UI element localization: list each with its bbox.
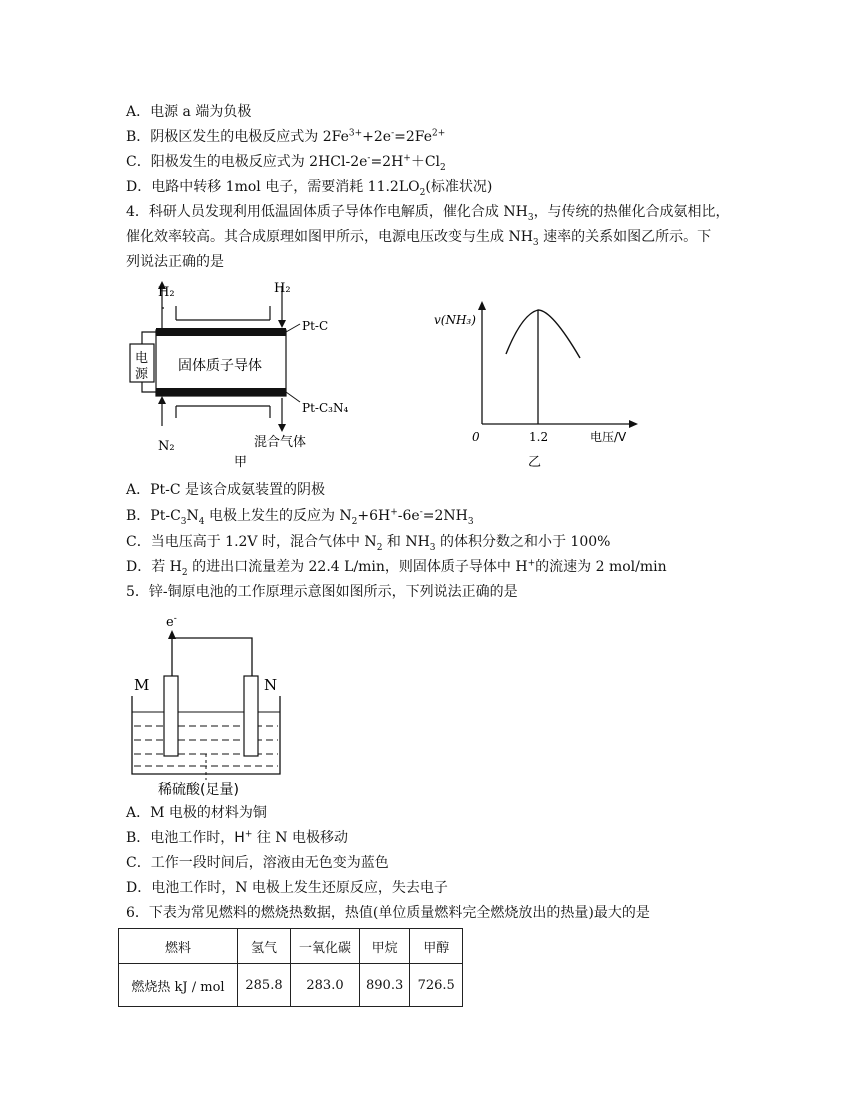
- table-header-cell: 甲醇: [410, 929, 463, 964]
- q5-option-c: C．工作一段时间后，溶液由无色变为蓝色: [126, 855, 389, 871]
- q4-option-a: A．Pt-C 是该合成氨装置的阴极: [126, 482, 326, 498]
- label-mixed-gas: 混合气体: [254, 435, 307, 450]
- figure-yi-graph: [430, 296, 650, 474]
- label-pt-c3n4: Pt-C₃N₄: [302, 401, 349, 415]
- label-source-1: 电: [135, 351, 149, 366]
- table-header-cell: 一氧化碳: [291, 929, 360, 964]
- q5-option-b: B．电池工作时，H+ 往 N 电极移动: [126, 829, 348, 846]
- label-pt-c: Pt-C: [302, 319, 329, 333]
- q4-stem-line3: 列说法正确的是: [126, 254, 224, 270]
- label-electrolyte: 稀硫酸(足量): [158, 782, 239, 798]
- caption-jia: 甲: [234, 455, 248, 470]
- origin-label: 0: [472, 430, 480, 444]
- y-axis-label: v(NH₃): [434, 313, 476, 327]
- electrode-m: [164, 676, 178, 756]
- label-n2: N₂: [158, 439, 175, 454]
- table-cell: 燃烧热 kJ / mol: [119, 964, 238, 1007]
- table-header-cell: 氢气: [238, 929, 291, 964]
- table-cell: 890.3: [360, 964, 410, 1007]
- x-tick-label: 1.2: [529, 430, 549, 444]
- figure-galvanic-cell: [128, 608, 288, 798]
- fuel-table: [118, 928, 463, 1007]
- electrode-n: [244, 676, 258, 756]
- label-h2-left: H₂: [158, 285, 175, 300]
- table-row: [119, 964, 463, 1007]
- label-h2-right: H₂: [274, 281, 291, 296]
- table-header-cell: 燃料: [119, 929, 238, 964]
- q5-option-a: A．M 电极的材料为铜: [126, 805, 267, 821]
- table-cell: 285.8: [238, 964, 291, 1007]
- table-cell: 726.5: [410, 964, 463, 1007]
- rate-curve: [506, 310, 580, 358]
- table-header-row: [119, 929, 463, 964]
- q4-stem-line1: 4．科研人员发现利用低温固体质子导体作电解质，催化合成 $NH_3$，与传统的热催化合成氨相比，: [126, 204, 730, 223]
- q5-stem: 5．锌-铜原电池的工作原理示意图如图所示，下列说法正确的是: [126, 584, 518, 600]
- q3-option-d: D．电路中转移 1mol 电子，需要消耗 $11.2LO_2$(标准状况): [126, 179, 493, 198]
- label-electron: e-: [166, 614, 177, 630]
- caption-yi: 乙: [528, 455, 542, 470]
- table-header-cell: 甲烷: [360, 929, 410, 964]
- x-axis-label: 电压/V: [590, 430, 627, 444]
- table-cell: 283.0: [291, 964, 360, 1007]
- q4-stem-line2: 催化效率较高。其合成原理如图甲所示，电源电压改变与生成 $NH_3$ 速率的关系如图乙所示。下: [126, 229, 712, 248]
- label-source-2: 源: [135, 367, 149, 382]
- q3-option-c: C．阳极发生的电极反应式为 $2HCl-2e^-=2H^++Cl_2$: [126, 153, 446, 173]
- q4-option-c: C．当电压高于 1.2V 时，混合气体中 $N_2$ 和 $NH_3$ 的体积分数之和小于 100%: [126, 534, 611, 553]
- q3-option-a: A．电源 a 端为负极: [126, 104, 252, 120]
- q5-option-d: D．电池工作时，N 电极上发生还原反应，失去电子: [126, 880, 448, 896]
- q4-option-d: D．若 $H_2$ 的进出口流量差为 22.4 L/min，则固体质子导体中 H+的流速为 2 mol/min: [126, 558, 667, 578]
- q4-option-b: B．$Pt-C_3N_4$ 电极上发生的反应为 $N_2+6H^+-6e^-=2NH_3$: [126, 507, 474, 527]
- label-n: N: [264, 676, 278, 694]
- q6-stem: 6．下表为常见燃料的燃烧热数据，热值(单位质量燃料完全燃烧放出的热量)最大的是: [126, 905, 650, 921]
- q3-option-b: B．阴极区发生的电极反应式为 $2Fe^{3+}+2e^-=2Fe^{2+}$: [126, 128, 446, 145]
- label-m: M: [134, 676, 150, 694]
- figure-jia-apparatus: [120, 278, 380, 473]
- label-conductor: 固体质子导体: [178, 358, 262, 374]
